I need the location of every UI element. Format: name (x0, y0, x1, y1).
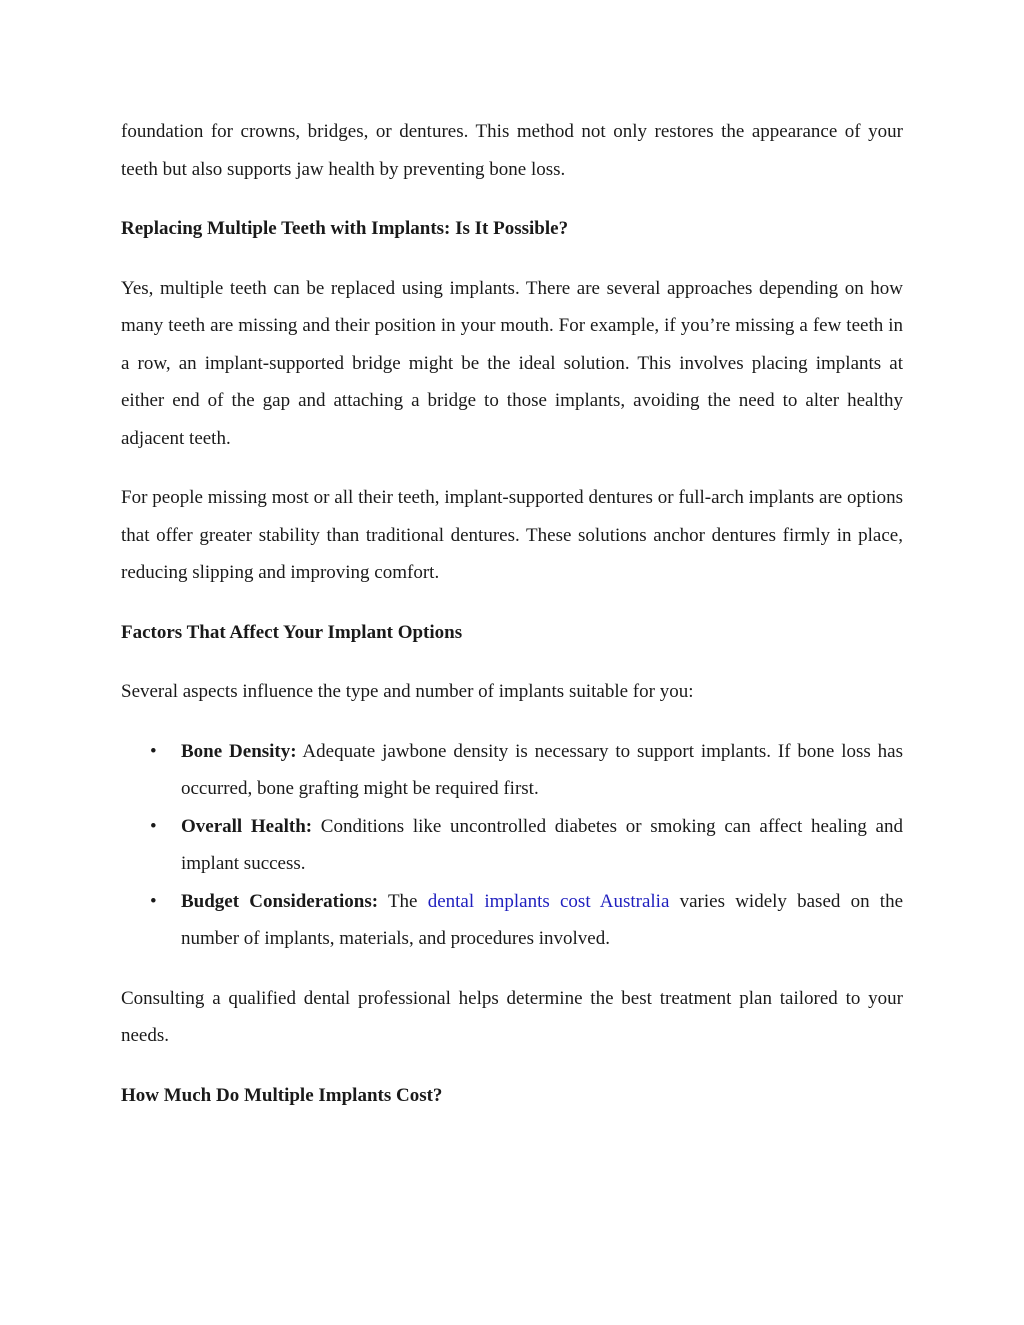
bullet-icon: • (150, 740, 157, 762)
list-item-text: varies widely based on the number of implants, materials, and procedures involved. (181, 890, 904, 949)
intro-paragraph: foundation for crowns, bridges, or dentures. This method not only restores the appearance of your teeth but also supports jaw health by preventing bone loss. (121, 121, 903, 180)
heading-factors: Factors That Affect Your Implant Options (121, 621, 463, 643)
list-item-budget (121, 883, 903, 958)
consult-paragraph: Consulting a qualified dental professional helps determine the best treatment plan tailored to your needs. (121, 987, 903, 1046)
list-item-bone-density (121, 733, 903, 808)
list-item-text: Conditions like uncontrolled diabetes or smoking can affect healing and implant success. (181, 815, 903, 874)
multiple-teeth-paragraph: Yes, multiple teeth can be replaced using implants. There are several approaches depending on how many teeth are missing and their position in your mouth. For example, if you’re missing a few teeth in a row, an implant-supported bridge might be the ideal solution. This involves placing implants at either end of the gap and attaching a bridge to those implants, avoiding the need to alter healthy adjacent teeth. (121, 277, 903, 449)
list-item-text: Adequate jawbone density is necessary to support implants. If bone loss has occurred, bone grafting might be required first. (181, 740, 903, 799)
bullet-icon: • (150, 890, 157, 912)
factors-intro-paragraph: Several aspects influence the type and number of implants suitable for you: (121, 681, 694, 702)
list-item-overall-health (121, 808, 903, 883)
heading-cost: How Much Do Multiple Implants Cost? (121, 1084, 443, 1106)
list-item-label: Overall Health: (181, 815, 313, 837)
list-item-label: Bone Density: (181, 740, 297, 762)
full-arch-paragraph: For people missing most or all their teeth, implant-supported dentures or full-arch implants are options that offer greater stability than traditional dentures. These solutions anchor dentures firmly in place, reducing slipping and improving comfort. (121, 487, 903, 583)
factors-list (121, 733, 903, 958)
list-item-text: The (378, 890, 428, 912)
dental-implants-cost-link[interactable]: dental implants cost Australia (427, 890, 670, 912)
bullet-icon: • (150, 815, 157, 837)
document-page (121, 113, 903, 1136)
list-item-label: Budget Considerations: (181, 890, 379, 912)
heading-replacing-multiple-teeth: Replacing Multiple Teeth with Implants: Is It Possible? (121, 218, 569, 239)
